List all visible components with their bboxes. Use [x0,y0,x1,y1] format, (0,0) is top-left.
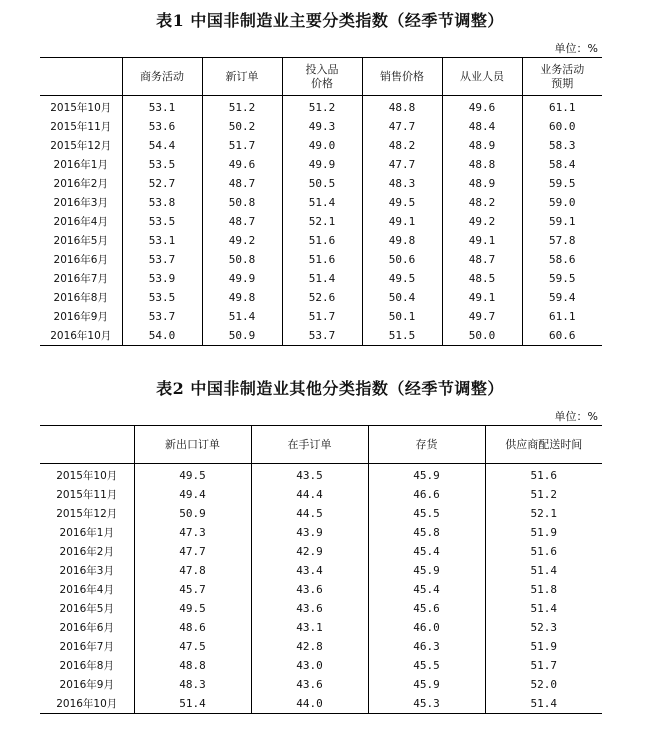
table-cell: 48.4 [442,117,522,136]
table-row [40,307,602,326]
table1-unit: 单位：% [554,42,598,55]
table-cell: 43.4 [251,561,368,580]
table-cell: 49.6 [202,155,282,174]
table-cell: 51.4 [485,694,602,714]
row-label-month: 2016年9月 [59,679,114,691]
table-row [40,485,602,504]
row-label-month: 2016年1月 [59,527,114,539]
table-cell: 48.7 [442,250,522,269]
table2-unit: 单位：% [554,410,598,423]
table-cell: 50.9 [202,326,282,346]
table-cell: 53.1 [122,96,202,118]
table-cell: 51.9 [485,637,602,656]
table-cell: 48.3 [134,675,251,694]
table-cell: 54.4 [122,136,202,155]
table-cell: 46.0 [368,618,485,637]
table-cell: 49.7 [442,307,522,326]
table-cell: 43.9 [251,523,368,542]
table-cell: 50.8 [202,193,282,212]
table-cell: 61.1 [522,96,602,118]
table-cell: 53.8 [122,193,202,212]
table-row [40,694,602,714]
table-cell: 52.1 [485,504,602,523]
row-label-month: 2015年11月 [56,489,118,501]
table-row [40,656,602,675]
table-cell: 49.8 [362,231,442,250]
table-row [40,269,602,288]
table-cell: 50.4 [362,288,442,307]
table-cell: 45.3 [368,694,485,714]
table-cell: 48.8 [134,656,251,675]
table-cell: 50.1 [362,307,442,326]
table-cell: 48.8 [362,96,442,118]
table-cell: 61.1 [522,307,602,326]
table-cell: 49.5 [134,464,251,486]
table2-column-header: 供应商配送时间 [485,426,602,464]
table1-column-header: 销售价格 [362,58,442,96]
table-cell: 48.8 [442,155,522,174]
table1-column-header: 从业人员 [442,58,522,96]
table-cell: 58.3 [522,136,602,155]
table-cell: 45.5 [368,656,485,675]
table-cell: 45.8 [368,523,485,542]
table-cell: 45.5 [368,504,485,523]
row-label-month: 2016年10月 [56,698,118,710]
table-cell: 53.7 [122,250,202,269]
table-cell: 48.2 [362,136,442,155]
table-cell: 51.6 [282,250,362,269]
table-cell: 48.7 [202,212,282,231]
row-label-month: 2016年6月 [53,254,108,266]
table-cell: 59.4 [522,288,602,307]
table2-header-row [40,426,602,464]
table-cell: 50.5 [282,174,362,193]
table-row [40,599,602,618]
table-cell: 60.6 [522,326,602,346]
table-cell: 47.8 [134,561,251,580]
table-cell: 51.2 [485,485,602,504]
table-cell: 53.7 [122,307,202,326]
table-cell: 53.5 [122,155,202,174]
table-cell: 50.2 [202,117,282,136]
table-cell: 48.5 [442,269,522,288]
table-cell: 47.7 [134,542,251,561]
table-cell: 49.1 [362,212,442,231]
table-cell: 53.9 [122,269,202,288]
table-cell: 49.5 [362,269,442,288]
table-cell: 51.2 [282,96,362,118]
table-cell: 45.7 [134,580,251,599]
table-row [40,675,602,694]
table1-header-row [40,58,602,96]
table-cell: 51.8 [485,580,602,599]
table-cell: 51.4 [282,269,362,288]
table-cell: 52.6 [282,288,362,307]
table-cell: 43.6 [251,675,368,694]
table-row [40,637,602,656]
table-cell: 48.9 [442,136,522,155]
table-cell: 49.9 [282,155,362,174]
table-cell: 45.9 [368,561,485,580]
table-cell: 45.6 [368,599,485,618]
row-label-month: 2016年7月 [53,273,108,285]
table-cell: 48.9 [442,174,522,193]
row-label-month: 2016年3月 [59,565,114,577]
table-row [40,136,602,155]
table-cell: 60.0 [522,117,602,136]
row-label-month: 2015年12月 [50,140,112,152]
table-cell: 53.6 [122,117,202,136]
table-cell: 49.5 [362,193,442,212]
table-cell: 58.4 [522,155,602,174]
table-row [40,231,602,250]
table-cell: 43.6 [251,599,368,618]
table1-title: 表1 中国非制造业主要分类指数（经季节调整） [156,11,504,30]
table-row [40,464,602,486]
table-cell: 42.8 [251,637,368,656]
table-row [40,155,602,174]
table-cell: 46.3 [368,637,485,656]
table-cell: 51.2 [202,96,282,118]
table-cell: 51.4 [485,561,602,580]
table1-column-header: 商务活动 [122,58,202,96]
row-label-month: 2016年2月 [59,546,114,558]
table-row [40,212,602,231]
table-cell: 51.4 [134,694,251,714]
table-cell: 57.8 [522,231,602,250]
table-cell: 48.6 [134,618,251,637]
table-row [40,117,602,136]
table-cell: 51.9 [485,523,602,542]
table-cell: 59.1 [522,212,602,231]
table-cell: 47.5 [134,637,251,656]
table-row [40,326,602,346]
table-cell: 53.5 [122,288,202,307]
row-label-month: 2016年10月 [50,330,112,342]
table1-column-header: 业务活动 预期 [522,58,602,96]
table-row [40,174,602,193]
table-cell: 49.9 [202,269,282,288]
row-label-month: 2016年2月 [53,178,108,190]
table-cell: 49.0 [282,136,362,155]
table-cell: 50.8 [202,250,282,269]
table-cell: 51.6 [485,464,602,486]
table1-header-corner [40,58,122,96]
table-cell: 53.5 [122,212,202,231]
table-cell: 45.9 [368,675,485,694]
table-cell: 50.9 [134,504,251,523]
table2 [40,425,602,714]
row-label-month: 2016年5月 [53,235,108,247]
table-cell: 48.3 [362,174,442,193]
table-cell: 43.0 [251,656,368,675]
row-label-month: 2016年4月 [53,216,108,228]
table-row [40,618,602,637]
table-cell: 49.8 [202,288,282,307]
row-label-month: 2016年3月 [53,197,108,209]
row-label-month: 2016年5月 [59,603,114,615]
table-cell: 48.7 [202,174,282,193]
table2-column-header: 存货 [368,426,485,464]
row-label-month: 2016年8月 [59,660,114,672]
table-cell: 49.5 [134,599,251,618]
table-cell: 51.4 [282,193,362,212]
table-row [40,561,602,580]
table-cell: 49.6 [442,96,522,118]
table-cell: 52.0 [485,675,602,694]
table-cell: 51.7 [282,307,362,326]
table-cell: 42.9 [251,542,368,561]
table-cell: 51.7 [202,136,282,155]
table-row [40,250,602,269]
row-label-month: 2016年4月 [59,584,114,596]
table-cell: 44.5 [251,504,368,523]
table-cell: 52.7 [122,174,202,193]
row-label-month: 2016年7月 [59,641,114,653]
table-row [40,504,602,523]
table1 [40,57,602,346]
table-cell: 49.1 [442,288,522,307]
table1-column-header: 新订单 [202,58,282,96]
table-cell: 51.4 [202,307,282,326]
table-row [40,580,602,599]
table-cell: 51.4 [485,599,602,618]
table-cell: 49.4 [134,485,251,504]
table-cell: 59.0 [522,193,602,212]
row-label-month: 2016年8月 [53,292,108,304]
table-cell: 53.7 [282,326,362,346]
table-cell: 49.3 [282,117,362,136]
table-cell: 43.5 [251,464,368,486]
table2-column-header: 在手订单 [251,426,368,464]
table-row [40,288,602,307]
row-label-month: 2015年10月 [56,470,118,482]
table-cell: 44.0 [251,694,368,714]
table2-title: 表2 中国非制造业其他分类指数（经季节调整） [156,379,504,398]
table-cell: 49.2 [202,231,282,250]
table-cell: 43.6 [251,580,368,599]
table-cell: 54.0 [122,326,202,346]
table-cell: 52.1 [282,212,362,231]
table-cell: 43.1 [251,618,368,637]
table-cell: 48.2 [442,193,522,212]
table-cell: 51.6 [282,231,362,250]
table-cell: 52.3 [485,618,602,637]
row-label-month: 2015年11月 [50,121,112,133]
table-cell: 44.4 [251,485,368,504]
table-cell: 59.5 [522,269,602,288]
table-cell: 50.0 [442,326,522,346]
table-cell: 49.2 [442,212,522,231]
table-cell: 45.9 [368,464,485,486]
table-cell: 51.7 [485,656,602,675]
table-cell: 47.7 [362,117,442,136]
table-row [40,96,602,118]
table-row [40,523,602,542]
row-label-month: 2016年1月 [53,159,108,171]
table2-header-corner [40,426,134,464]
table-cell: 59.5 [522,174,602,193]
table-cell: 51.6 [485,542,602,561]
table-cell: 46.6 [368,485,485,504]
table-cell: 50.6 [362,250,442,269]
table-cell: 49.1 [442,231,522,250]
table-row [40,542,602,561]
table-cell: 45.4 [368,542,485,561]
table2-column-header: 新出口订单 [134,426,251,464]
row-label-month: 2015年10月 [50,102,112,114]
table-cell: 47.7 [362,155,442,174]
row-label-month: 2015年12月 [56,508,118,520]
table-cell: 45.4 [368,580,485,599]
table1-column-header: 投入品 价格 [282,58,362,96]
row-label-month: 2016年9月 [53,311,108,323]
table-row [40,193,602,212]
table-cell: 51.5 [362,326,442,346]
row-label-month: 2016年6月 [59,622,114,634]
table-cell: 53.1 [122,231,202,250]
table-cell: 58.6 [522,250,602,269]
table-cell: 47.3 [134,523,251,542]
